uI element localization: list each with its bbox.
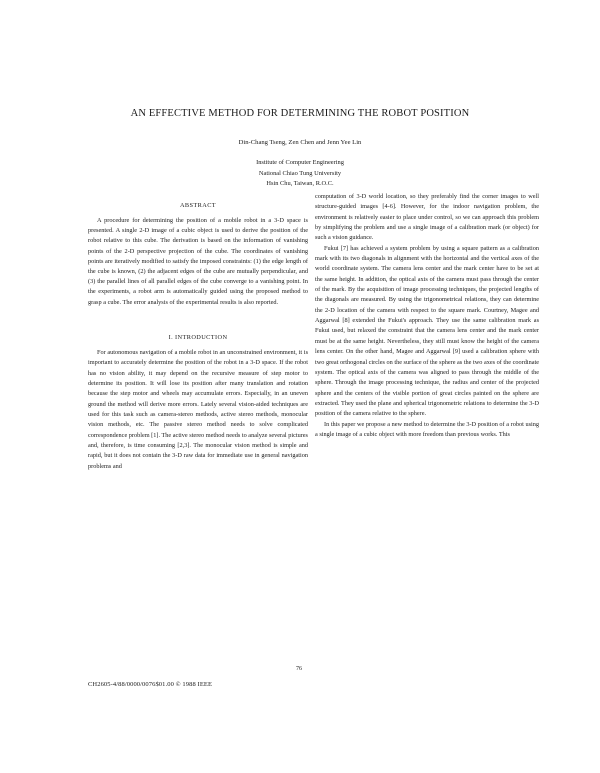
body-paragraph: computation of 3-D world location, so they preferably find the corner images to well structure-guided images [4-6]. However, for the indoor navigation problem, the environment is relatively easier to place under control, so we can approach this problem by simplifying the problem and use a single image of a calibration mark (or object) for such a vision guidance. (315, 193, 539, 242)
body-paragraph: Fukui [7] has achieved a system problem by using a square pattern as a calibration mark with its two diagonals in alignment with the horizontal and the vertical axes of the world coordinate system. The camera lens center and the mark center have to be set at the same height. In addition, the optical axis of the camera must pass through the center of the mark. By the acquisition of image processing techniques, the projected lengths of the diagonals are measured. By using the trigonometrical relations, they can determine the 2-D location of the camera with respect to the square mark. Courtney, Magee and Aggarwal [8] extended the Fukui's approach. They use the same calibration mark as Fukui used, but relaxed the constraint that the camera lens center and the mark center must be at the same height. Nevertheless, they still must know the height of the camera lens center. On the other hand, Magee and Aggarwal [9] used a calibration sphere with two great orthogonal circles on the surface of the sphere as the two axes of the coordinate system. The optical axis of the camera was aligned to pass through the middle of the sphere. Through the image processing technique, the radius and center of the projected sphere and the centers of the visible portion of great circles painted on the sphere are extracted. They used the plane and spherical trigonometric relations to determine the 3-D position of the camera relative to the sphere. (315, 244, 539, 418)
affiliation-line: Institute of Computer Engineering (256, 159, 344, 166)
copyright-footer: CH2605-4/88/0000/0076$01.00 © 1988 IEEE (88, 681, 213, 688)
body-paragraph: In this paper we propose a new method to determine the 3-D position of a robot using a single image of a cubic object with more freedom than previous works. This (315, 420, 539, 438)
introduction-text: For autonomous navigation of a mobile robot in an unconstrained environment, it is important to accurately determine the position of the robot in a 3-D space. If the robot has no vision ability, it may depend on the recursive measure of step motor to determine its position. It will lose its position after many translation and rotation because the step motor and wheels may accumulate errors. Especially, in an uneven ground the method will derive more errors. Lately several vision-aided techniques are used for this task such as camera-stereo methods, active stereo methods, monocular vision methods, etc. The passive stereo method needs to solve complicated correspondence problem [1]. The active stereo method needs to analyze several pictures and, therefore, is time consuming [2,3]. The monocular vision method is simple and rapid, but it does not contain the 3-D raw data for immediate use in general navigation problems and (88, 348, 308, 470)
introduction-heading: I. INTRODUCTION (168, 333, 228, 341)
author-list: Din-Chang Tseng, Zen Chen and Jenn Yee Lin (238, 139, 362, 146)
paper-title: AN EFFECTIVE METHOD FOR DETERMINING THE ROBOT POSITION (130, 108, 470, 119)
affiliation-line: National Chiao Tung University (258, 169, 342, 177)
page-number: 76 (296, 666, 302, 672)
affiliation (0, 158, 600, 190)
affiliation-line: Hsin Chu, Taiwan, R.O.C. (266, 180, 334, 188)
left-column (88, 201, 308, 472)
abstract-text: A procedure for determining the position of a mobile robot in a 3-D space is presented. A single 2-D image of a cubic object is used to derive the position of the robot relative to this cube. The derivation is based on the information of vanishing points of the 2-D perspective projection of the cube. The coordinates of vanishing points are iteratively modified to satisfy the imposed constraints: (1) the edge length of the cube is known, (2) the adjacent edges of the cube are mutually perpendicular, and (3) the parallel lines of all parallel edges of the cube converge to a vanishing point. In the experiments, a robot arm is automatically guided using the proposed method to grasp a cube. The error analysis of the experimental results is also reported. (88, 217, 308, 306)
abstract-heading: ABSTRACT (179, 202, 217, 209)
right-column (315, 192, 539, 440)
